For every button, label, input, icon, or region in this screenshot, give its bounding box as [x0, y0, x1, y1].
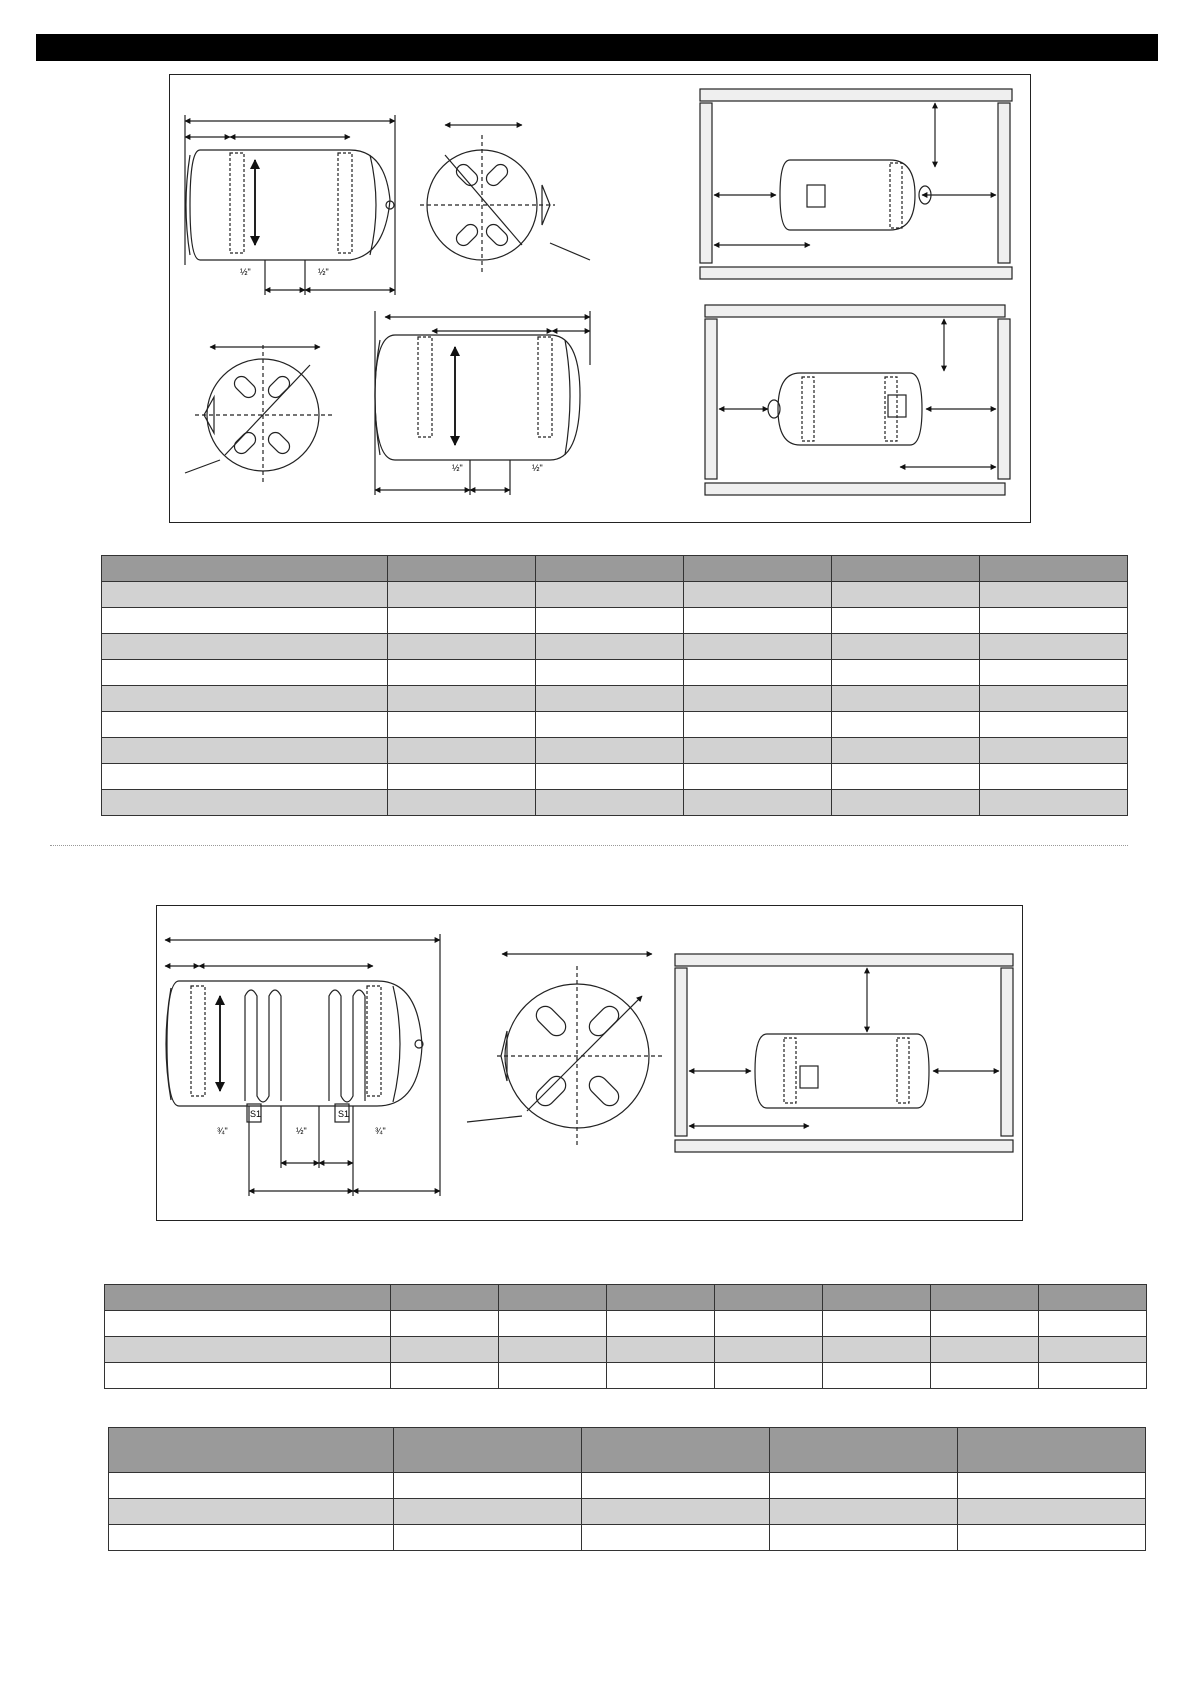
table-header-row [105, 1285, 1147, 1311]
spec-table-3 [108, 1427, 1146, 1551]
installation-room-coil [675, 954, 1013, 1152]
tank-side-view-2 [375, 311, 590, 495]
table-row [109, 1525, 1146, 1551]
figure-single-horizontal [169, 74, 1031, 523]
spec-table-2 [104, 1284, 1147, 1389]
table-row [102, 608, 1128, 634]
table-row [109, 1473, 1146, 1499]
figure-drawing [170, 75, 1032, 524]
table-header-row [109, 1428, 1146, 1473]
tank-side-view-1 [185, 115, 395, 295]
pipe-label: ½" [532, 463, 543, 473]
installation-room-2 [705, 305, 1010, 495]
table-row [109, 1499, 1146, 1525]
tank-round-view-2 [185, 345, 335, 485]
table-row [102, 790, 1128, 816]
figure-coil-horizontal [156, 905, 1023, 1221]
installation-room-1 [700, 89, 1012, 279]
header-bar [36, 34, 1158, 61]
coil-label: S1 [338, 1109, 350, 1119]
table-row [105, 1311, 1147, 1337]
tank-side-view-coil [165, 934, 440, 1196]
pipe-label: ¾" [217, 1126, 228, 1136]
table-row [102, 660, 1128, 686]
pipe-label: ½" [296, 1126, 307, 1136]
tank-round-view-1 [420, 125, 590, 275]
table-row [102, 738, 1128, 764]
section-divider [50, 845, 1128, 846]
spec-table-1 [101, 555, 1128, 816]
figure-drawing [157, 906, 1024, 1222]
pipe-label: ½" [452, 463, 463, 473]
table-row [102, 634, 1128, 660]
pipe-label: ½" [318, 267, 329, 277]
table-row [102, 712, 1128, 738]
table-row [105, 1363, 1147, 1389]
pipe-label: ½" [240, 267, 251, 277]
pipe-label: ¾" [375, 1126, 386, 1136]
table-row [105, 1337, 1147, 1363]
coil-label: S1 [250, 1109, 262, 1119]
table-header-row [102, 556, 1128, 582]
table-row [102, 764, 1128, 790]
tank-round-view-coil [467, 954, 662, 1146]
table-row [102, 686, 1128, 712]
table-row [102, 582, 1128, 608]
